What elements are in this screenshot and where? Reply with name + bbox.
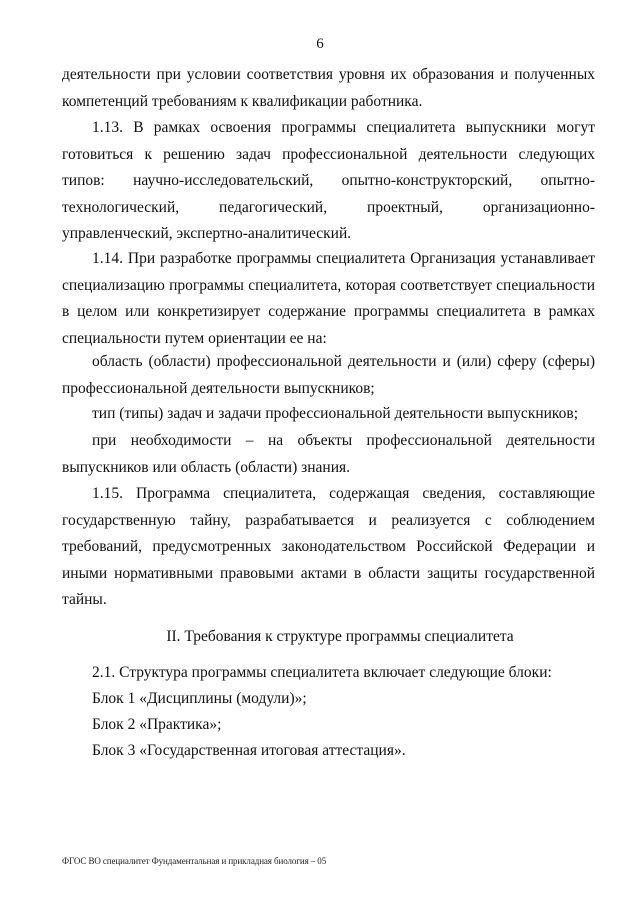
- structure-intro: 2.1. Структура программы специалитета включает следующие блоки:: [92, 664, 552, 681]
- paragraph-1-14: 1.14. При разработке программы специалитета Организация устанавливает специализацию программы специалитета, которая соответствует специальности в целом или конкретизирует содержание программы специалитета в рамках специальности путем ориентации ее на:: [62, 250, 595, 347]
- section-heading: II. Требования к структуре программы специалитета: [166, 628, 514, 645]
- paragraph-1-13: 1.13. В рамках освоения программы специалитета выпускники могут готовиться к решению задач профессиональной деятельности следующих типов: научно-исследовательский, опытно-конструкторский, опытно-технологический, педагогический, проектный, организационно-управленческий, экспертно-аналитический.: [62, 119, 595, 243]
- footer-note: ФГОС ВО специалитет Фундаментальная и прикладная биология – 05: [62, 856, 327, 866]
- list-item-area: область (области) профессиональной деятельности и (или) сферу (сферы) профессиональной деятельности выпускников;: [62, 353, 595, 397]
- block-3: Блок 3 «Государственная итоговая аттестация».: [92, 742, 406, 759]
- list-item-objects: при необходимости – на объекты профессиональной деятельности выпускников или область (области) знания.: [62, 432, 595, 476]
- block-2: Блок 2 «Практика»;: [92, 716, 222, 733]
- block-1: Блок 1 «Дисциплины (модули)»;: [92, 690, 307, 707]
- list-item-task-type: тип (типы) задач и задачи профессиональной деятельности выпускников;: [92, 405, 579, 422]
- paragraph-1-15: 1.15. Программа специалитета, содержащая сведения, составляющие государственную тайну, разрабатывается и реализуется с соблюдением требований, предусмотренных законодательством Российской Федерации и иными нормативными правовыми актами в области защиты государственной тайны.: [62, 485, 595, 609]
- page-number: 6: [316, 36, 324, 52]
- paragraph-continuation: деятельности при условии соответствия уровня их образования и полученных компетенций требованиям к квалификации работника.: [62, 66, 595, 110]
